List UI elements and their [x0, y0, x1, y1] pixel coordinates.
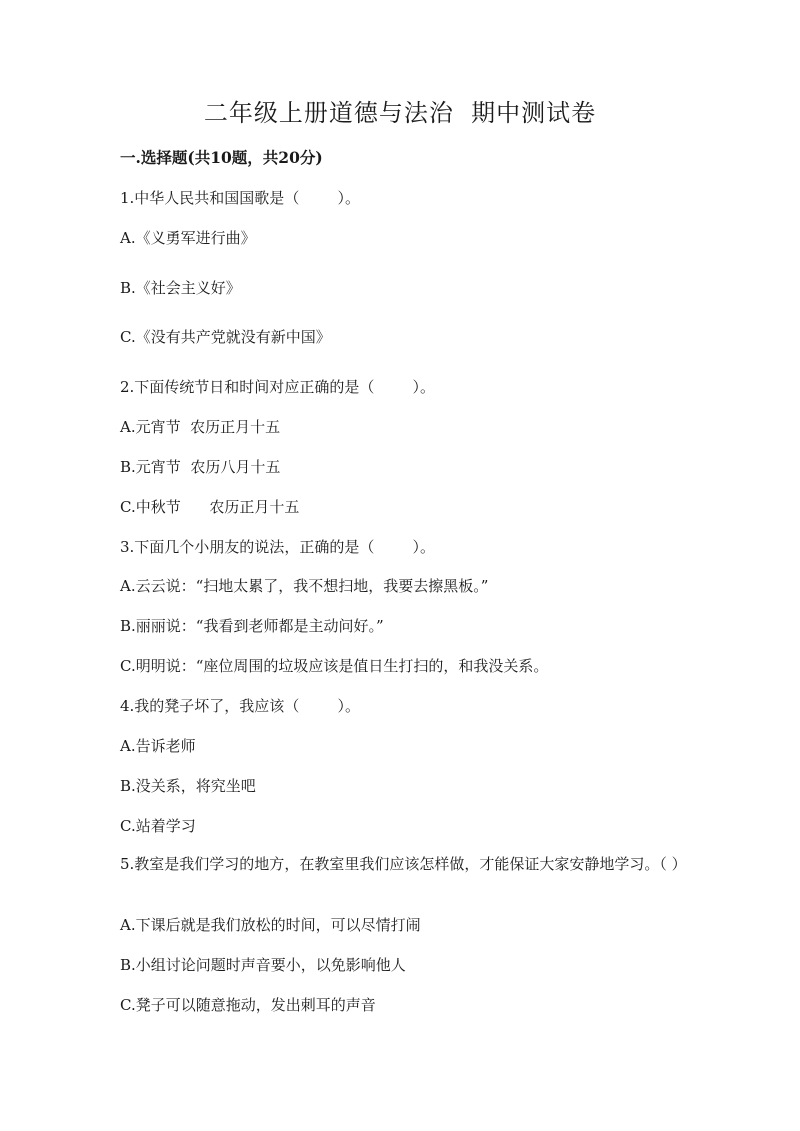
question-4-stem: 4.我的凳子坏了，我应该（ ）。	[120, 697, 360, 715]
page-title: 二年级上册道德与法治 期中测试卷	[203, 99, 597, 127]
question-1-option-b: B.《社会主义好》	[120, 279, 241, 297]
question-3-option-b: B.丽丽说：“我看到老师都是主动问好。”	[120, 617, 384, 635]
question-3-stem: 3.下面几个小朋友的说法，正确的是（ ）。	[120, 538, 435, 556]
question-5-stem: 5.教室是我们学习的地方，在教室里我们应该怎样做，才能保证大家安静地学习。（ ）	[120, 855, 687, 873]
question-4-option-b: B.没关系，将究坐吧	[120, 777, 256, 795]
question-5-option-a: A.下课后就是我们放松的时间，可以尽情打闹	[120, 916, 421, 934]
question-2-stem: 2.下面传统节日和时间对应正确的是（ ）。	[120, 378, 435, 396]
question-5-option-c: C.凳子可以随意拖动，发出刺耳的声音	[120, 996, 376, 1014]
question-2-option-c: C.中秋节 农历正月十五	[120, 498, 300, 516]
question-3-option-c: C.明明说：“座位周围的垃圾应该是值日生打扫的，和我没关系。	[120, 657, 549, 675]
section-heading: 一.选择题(共10题，共20分)	[120, 148, 323, 167]
question-4-option-c: C.站着学习	[120, 817, 196, 835]
question-2-option-a: A.元宵节 农历正月十五	[120, 418, 281, 436]
question-4-option-a: A.告诉老师	[120, 737, 196, 755]
question-1-stem: 1.中华人民共和国国歌是（ ）。	[120, 189, 360, 207]
question-1-option-c: C.《没有共产党就没有新中国》	[120, 328, 331, 346]
question-5-option-b: B.小组讨论问题时声音要小，以免影响他人	[120, 956, 406, 974]
question-1-option-a: A.《义勇军进行曲》	[120, 229, 256, 247]
question-2-option-b: B.元宵节 农历八月十五	[120, 458, 281, 476]
question-3-option-a: A.云云说：“扫地太累了，我不想扫地，我要去擦黑板。”	[120, 577, 489, 595]
